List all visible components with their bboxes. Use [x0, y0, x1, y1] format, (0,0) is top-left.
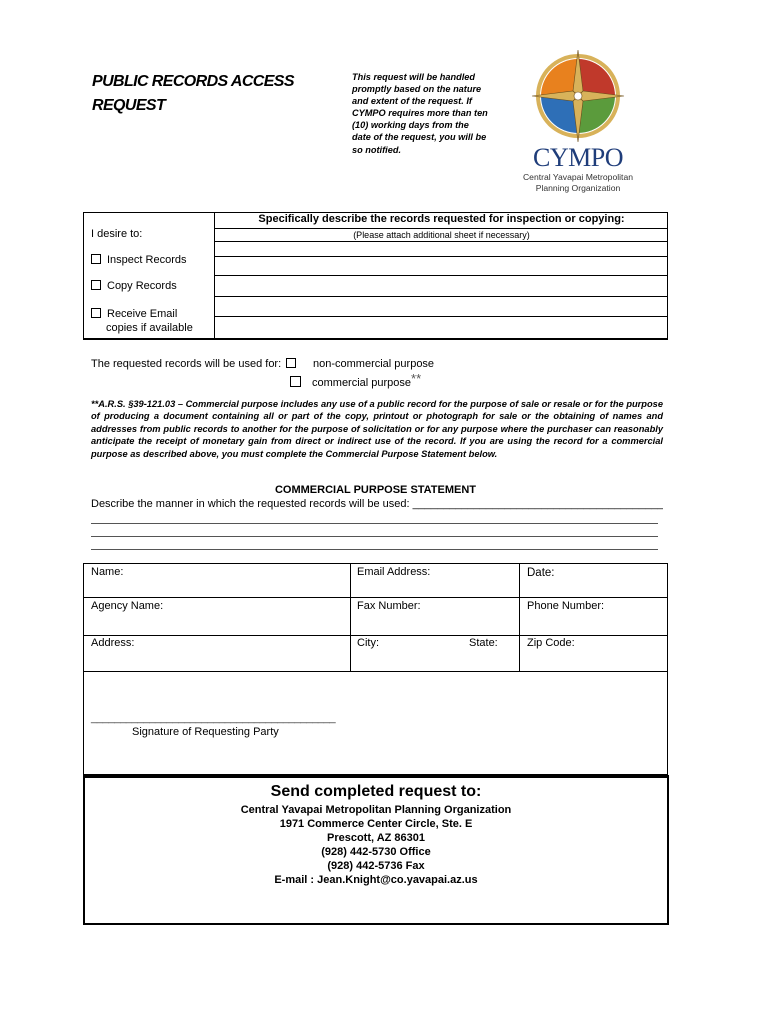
- divider: [215, 241, 668, 242]
- receive-email-checkbox[interactable]: [91, 308, 101, 318]
- commercial-purpose-line[interactable]: [91, 549, 658, 550]
- commercial-purpose-line[interactable]: [91, 536, 658, 537]
- notice-line: promptly based on the nature: [352, 84, 482, 95]
- commercial-purpose-line[interactable]: [91, 523, 658, 524]
- send-email[interactable]: E-mail : Jean.Knight@co.yavapai.az.us: [274, 874, 478, 886]
- send-city: Prescott, AZ 86301: [326, 832, 426, 844]
- notice-line: date of the request, you will be: [352, 132, 487, 143]
- receive-email-option[interactable]: [91, 307, 193, 335]
- use-label-text: The requested records will be used for:: [91, 358, 282, 370]
- option-label: Copy Records: [107, 280, 177, 292]
- describe-heading: Specifically describe the records requested for inspection or copying:: [258, 213, 625, 225]
- use-purpose-label: [91, 358, 296, 370]
- send-office-phone: (928) 442-5730 Office: [321, 846, 431, 858]
- divider: [84, 635, 667, 636]
- signature-label: Signature of Requesting Party: [132, 726, 279, 738]
- footnote-mark: **: [411, 371, 422, 386]
- form-title-line1: PUBLIC RECORDS ACCESS: [92, 73, 294, 90]
- commercial-purpose-heading: COMMERCIAL PURPOSE STATEMENT: [274, 484, 477, 496]
- commercial-checkbox[interactable]: [290, 376, 301, 387]
- date-field[interactable]: Date:: [527, 567, 555, 579]
- logo-subtitle: Central Yavapai Metropolitan: [522, 172, 634, 182]
- divider: [215, 228, 668, 229]
- send-fax: (928) 442-5736 Fax: [327, 860, 425, 872]
- commercial-purpose-describe[interactable]: Describe the manner in which the requested records will be used: _________________________________________: [91, 498, 663, 510]
- send-title: Send completed request to:: [270, 783, 482, 800]
- divider: [215, 316, 668, 317]
- ars-commercial-purpose-note: **A.R.S. §39-121.03 – Commercial purpose includes any use of a public record for the purpose of sale or resale or for the purpose of producing a document containing all or part of the copy, printout or photograph for sale or the obtaining of names and addresses from public records to another for the purpose of solicitation or for any purpose where the purchaser can reasonably anticipate the receipt of monetary gain from direct or indirect use of the record. If you are using the record for a commercial purpose as described above, you must complete the Commercial Purpose Statement below.: [91, 399, 663, 459]
- signature-box: [83, 672, 668, 775]
- copy-records-option[interactable]: [91, 280, 177, 292]
- signature-line[interactable]: __________________________________________: [91, 712, 336, 724]
- city-field[interactable]: City:: [357, 637, 379, 649]
- zip-code-field[interactable]: Zip Code:: [527, 637, 575, 649]
- divider: [350, 564, 351, 671]
- logo-name: CYMPO: [533, 143, 623, 172]
- desire-label: I desire to:: [91, 228, 143, 240]
- fax-number-field[interactable]: Fax Number:: [357, 600, 421, 612]
- inspect-records-option[interactable]: [91, 254, 186, 266]
- notice-line: (10) working days from the: [352, 120, 469, 131]
- option-label: Receive Email: [107, 308, 178, 320]
- use-checkbox-placeholder[interactable]: [286, 358, 296, 368]
- contact-info-table: [83, 563, 668, 672]
- processing-notice: [352, 71, 512, 156]
- address-field[interactable]: Address:: [91, 637, 135, 649]
- commercial-option[interactable]: [290, 371, 422, 389]
- notice-line: This request will be handled: [352, 72, 476, 82]
- send-street: 1971 Commerce Center Circle, Ste. E: [279, 818, 473, 830]
- inspect-records-checkbox[interactable]: [91, 254, 101, 264]
- copy-records-checkbox[interactable]: [91, 280, 101, 290]
- commercial-label: commercial purpose: [312, 377, 412, 389]
- records-description-field[interactable]: [216, 256, 667, 340]
- divider: [215, 256, 668, 257]
- logo-wordmark: [510, 144, 646, 193]
- option-label-continued: copies if available: [106, 322, 193, 334]
- divider: [84, 597, 667, 598]
- phone-number-field[interactable]: Phone Number:: [527, 600, 605, 612]
- send-to-box: [83, 775, 669, 925]
- describe-subheading: (Please attach additional sheet if necessary): [353, 230, 530, 240]
- notice-line: CYMPO requires more than ten: [352, 108, 488, 119]
- form-title: [92, 70, 332, 118]
- form-title-line2: REQUEST: [92, 97, 166, 114]
- divider: [519, 564, 520, 671]
- name-field[interactable]: Name:: [91, 566, 124, 578]
- agency-name-field[interactable]: Agency Name:: [91, 600, 164, 612]
- divider: [215, 296, 668, 297]
- notice-line: so notified.: [352, 144, 401, 155]
- option-label: Inspect Records: [107, 254, 187, 266]
- non-commercial-label: non-commercial purpose: [313, 358, 435, 370]
- divider: [215, 275, 668, 276]
- state-field[interactable]: State:: [469, 637, 498, 649]
- notice-line: and extent of the request. If: [352, 96, 472, 107]
- send-org: Central Yavapai Metropolitan Planning Organization: [240, 804, 512, 816]
- logo-subtitle: Planning Organization: [535, 182, 621, 193]
- email-field[interactable]: Email Address:: [357, 566, 431, 578]
